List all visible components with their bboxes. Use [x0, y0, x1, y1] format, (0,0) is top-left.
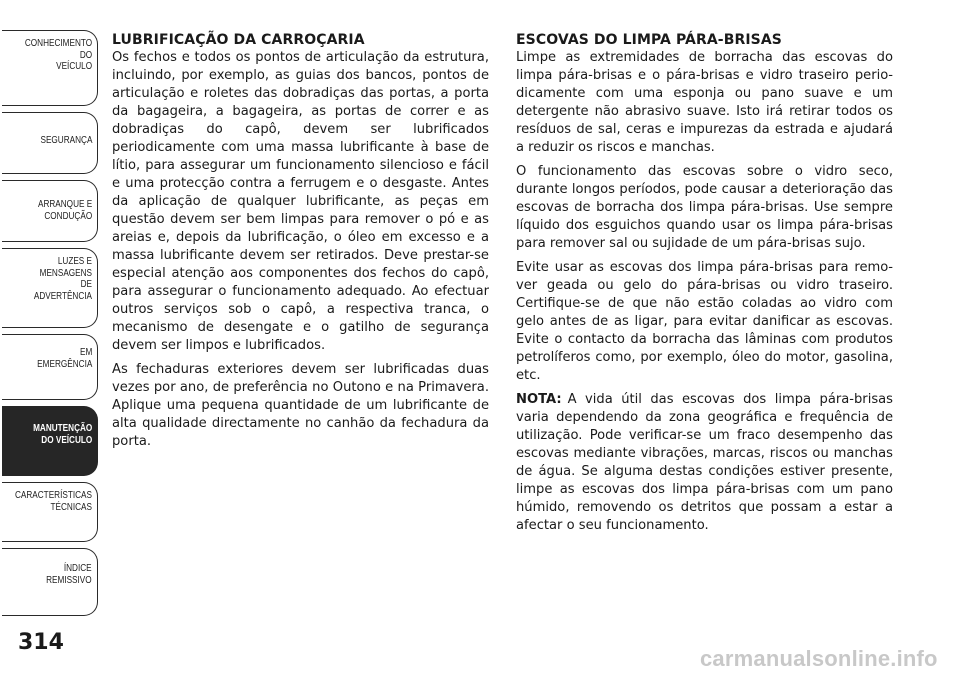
- left-column: [112, 31, 489, 457]
- tab-label: SEGURANÇA: [40, 135, 93, 146]
- page-number: 314: [18, 630, 64, 655]
- tab-label: CONHECIMENTO DO VEÍCULO: [24, 38, 93, 72]
- section-heading-lubrificacao: LUBRIFICAÇÃO DA CARROÇARIA: [112, 32, 365, 48]
- paragraph: Limpe as extremidades de borracha das escovas do limpa pára-brisas e o pára-brisas e vidro traseiro periodicamente com uma esponja ou pano suave e um detergente não abrasivo suave. Isto irá retirar todos os resíduos de sal, ceras e impurezas da estrada e ajudará a reduzir os riscos e manchas.: [516, 50, 893, 155]
- tab-arranque-e-conducao[interactable]: [2, 180, 98, 242]
- note-label: NOTA:: [516, 392, 562, 407]
- tab-luzes-e-mensagens-de-advertencia[interactable]: [2, 248, 98, 328]
- tab-caracteristicas-tecnicas[interactable]: [2, 482, 98, 542]
- tab-conhecimento-do-veiculo[interactable]: [2, 30, 98, 106]
- tab-label: CARACTERÍSTICAS TÉCNICAS: [15, 490, 93, 513]
- note-paragraph: [516, 391, 893, 535]
- tab-label: MANUTENÇÃO DO VEÍCULO: [32, 423, 93, 446]
- tab-label: LUZES E MENSAGENS DE ADVERTÊNCIA: [33, 256, 93, 302]
- note-text: A vida útil das escovas dos limpa pára-brisas varia dependendo da zona geográfica e frequência de utilização. Pode verificar-se um fraco desempenho das escovas mediante vibrações, marcas, riscos ou manchas de água. Se alguma destas condições estiver presente, limpe as escovas dos limpa pára-brisas com um pano húmido, removendo os detritos que possam a estar a afectar o seu funcionamento.: [516, 392, 893, 533]
- section-heading-escovas: ESCOVAS DO LIMPA PÁRA-BRISAS: [516, 32, 782, 48]
- tab-manutencao-do-veiculo[interactable]: [2, 406, 98, 476]
- tab-label: ÍNDICE REMISSIVO: [46, 563, 93, 586]
- right-column: [516, 31, 893, 541]
- watermark: carmanualsonline.info: [700, 646, 938, 671]
- tab-em-emergencia[interactable]: [2, 334, 98, 400]
- paragraph: O funcionamento das escovas sobre o vidro seco, durante longos períodos, pode causar a deterioração das escovas de borracha dos limpa pára-brisas. Use sempre líquido dos esguichos quando usar os limpa pára-brisas para remover sal ou sujidade de um pára-brisas sujo.: [516, 164, 893, 251]
- tab-seguranca[interactable]: [2, 112, 98, 174]
- tab-indice-remissivo[interactable]: [2, 548, 98, 616]
- chapter-sidebar: [0, 0, 102, 630]
- paragraph: As fechaduras exteriores devem ser lubrificadas duas vezes por ano, de preferência no Outono e na Primavera. Aplique uma pequena quantidade de um lubrificante de alta qualidade directamente no canhão da fechadura da porta.: [112, 362, 489, 449]
- tab-label: EM EMERGÊNCIA: [36, 347, 93, 370]
- paragraph: Os fechos e todos os pontos de articulação da estrutura, incluindo, por exemplo, as guias dos bancos, pontos de articulação e roletes das dobradiças das portas, a porta da bagageira, a bagageira, as portas de correr e as dobradiças do capô, devem ser lubrificados periodicamente com uma massa lubrificante à base de lítio, para assegurar um funcionamento silencioso e fácil e uma protecção contra a ferrugem e o desgaste. Antes da aplicação de qualquer lubrificante, as peças em questão devem ser bem limpas para remover o pó e as areias e, depois da lubrificação, o óleo em excesso e a massa lubrificante devem ser retirados. Deve prestar-se especial atenção aos componentes dos fechos do capô, para assegurar o funcionamento adequado. Ao efectuar outros serviços sob o capô, a respectiva tranca, o mecanismo de desengate e o gatilho de segurança devem ser limpos e lubrificados.: [112, 50, 489, 353]
- paragraph: Evite usar as escovas dos limpa pára-brisas para remover geada ou gelo do pára-brisas ou vidro traseiro. Certifique-se de que não estão coladas ao vidro com gelo antes de as ligar, para evitar danificar as escovas. Evite o contacto da borracha das lâminas com produtos petrolíferos como, por exemplo, óleo do motor, gasolina, etc.: [516, 260, 893, 383]
- tab-label: ARRANQUE E CONDUÇÃO: [37, 199, 93, 222]
